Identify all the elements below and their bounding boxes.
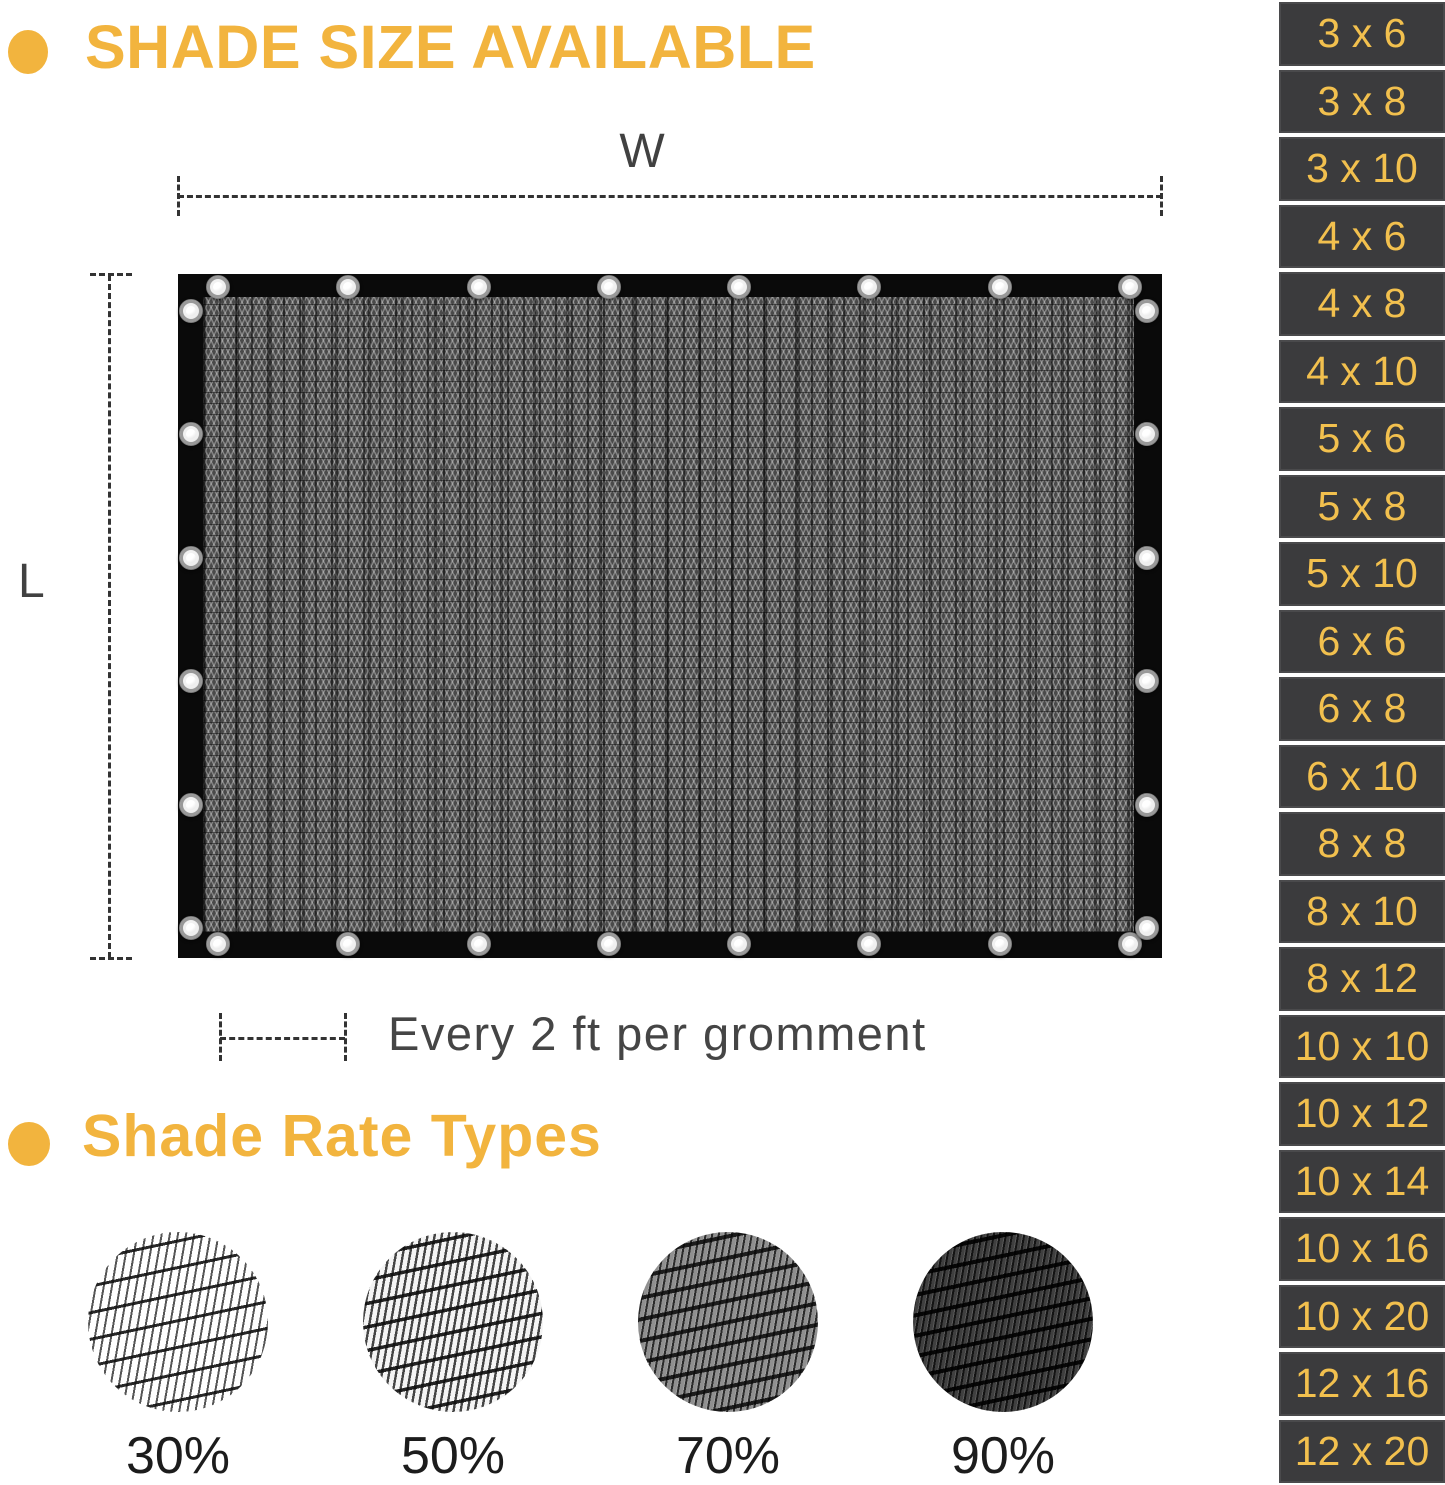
width-dimension-label: W — [619, 125, 665, 178]
length-dimension-tick-bottom — [90, 957, 132, 960]
grommet-icon — [336, 275, 360, 299]
grommet-icon — [1135, 422, 1159, 446]
size-section-title: SHADE SIZE AVAILABLE — [85, 13, 816, 81]
size-option: 8 x 8 — [1279, 812, 1445, 876]
grommet-note: Every 2 ft per gromment — [388, 1007, 927, 1060]
shade-sample-swatch — [913, 1232, 1093, 1412]
grommet-icon — [179, 916, 203, 940]
shade-sample-swatch — [363, 1232, 543, 1412]
grommet-icon — [597, 932, 621, 956]
size-option: 5 x 6 — [1279, 407, 1445, 471]
bullet-icon — [8, 1122, 50, 1166]
size-option: 10 x 12 — [1279, 1082, 1445, 1146]
shade-sample-percent: 50% — [400, 1427, 506, 1485]
length-dimension-label: L — [18, 555, 45, 608]
grommet-icon — [988, 932, 1012, 956]
size-option: 3 x 8 — [1279, 70, 1445, 134]
size-list — [1279, 0, 1445, 1485]
size-option: 12 x 20 — [1279, 1420, 1445, 1484]
size-option: 4 x 10 — [1279, 340, 1445, 404]
grommet-icon — [988, 275, 1012, 299]
grommet-icon — [727, 932, 751, 956]
bullet-icon — [8, 30, 48, 74]
size-option: 10 x 14 — [1279, 1150, 1445, 1214]
grommet-icon — [206, 932, 230, 956]
size-option: 4 x 6 — [1279, 205, 1445, 269]
size-option: 6 x 10 — [1279, 745, 1445, 809]
grommet-spacing-tick-right — [344, 1013, 347, 1061]
size-option: 12 x 16 — [1279, 1352, 1445, 1416]
shade-net-diagram — [178, 274, 1162, 958]
size-option: 10 x 20 — [1279, 1285, 1445, 1349]
grommet-spacing-tick-left — [219, 1013, 222, 1061]
size-option: 5 x 10 — [1279, 542, 1445, 606]
size-option: 5 x 8 — [1279, 475, 1445, 539]
shade-net-mesh — [203, 297, 1134, 932]
grommet-icon — [857, 275, 881, 299]
grommet-icon — [179, 669, 203, 693]
grommet-icon — [1135, 299, 1159, 323]
width-dimension-tick-right — [1160, 176, 1163, 216]
grommet-icon — [206, 275, 230, 299]
grommet-icon — [179, 299, 203, 323]
grommet-icon — [467, 275, 491, 299]
width-dimension-tick-left — [177, 176, 180, 216]
size-option: 8 x 10 — [1279, 880, 1445, 944]
size-option: 6 x 8 — [1279, 677, 1445, 741]
grommet-icon — [467, 932, 491, 956]
grommet-icon — [597, 275, 621, 299]
grommet-icon — [727, 275, 751, 299]
shade-rate-title: Shade Rate Types — [82, 1103, 602, 1169]
size-option: 3 x 6 — [1279, 2, 1445, 66]
grommet-icon — [1135, 669, 1159, 693]
size-option: 6 x 6 — [1279, 610, 1445, 674]
shade-sample-swatch — [88, 1232, 268, 1412]
grommet-icon — [1135, 793, 1159, 817]
grommet-spacing-line — [220, 1037, 345, 1040]
shade-sample-percent: 90% — [950, 1427, 1056, 1485]
size-option: 4 x 8 — [1279, 272, 1445, 336]
grommet-icon — [1135, 546, 1159, 570]
grommet-icon — [179, 793, 203, 817]
shade-sample-percent: 70% — [675, 1427, 781, 1485]
length-dimension-line — [108, 275, 111, 958]
grommet-icon — [1118, 275, 1142, 299]
grommet-icon — [179, 546, 203, 570]
grommet-icon — [1135, 916, 1159, 940]
length-dimension-tick-top — [90, 273, 132, 276]
grommet-icon — [179, 422, 203, 446]
size-option: 3 x 10 — [1279, 137, 1445, 201]
shade-sample-swatch — [638, 1232, 818, 1412]
size-option: 8 x 12 — [1279, 947, 1445, 1011]
shade-sample-percent: 30% — [125, 1427, 231, 1485]
size-option: 10 x 16 — [1279, 1217, 1445, 1281]
grommet-icon — [336, 932, 360, 956]
size-option: 10 x 10 — [1279, 1015, 1445, 1079]
grommet-icon — [857, 932, 881, 956]
width-dimension-line — [178, 195, 1162, 198]
